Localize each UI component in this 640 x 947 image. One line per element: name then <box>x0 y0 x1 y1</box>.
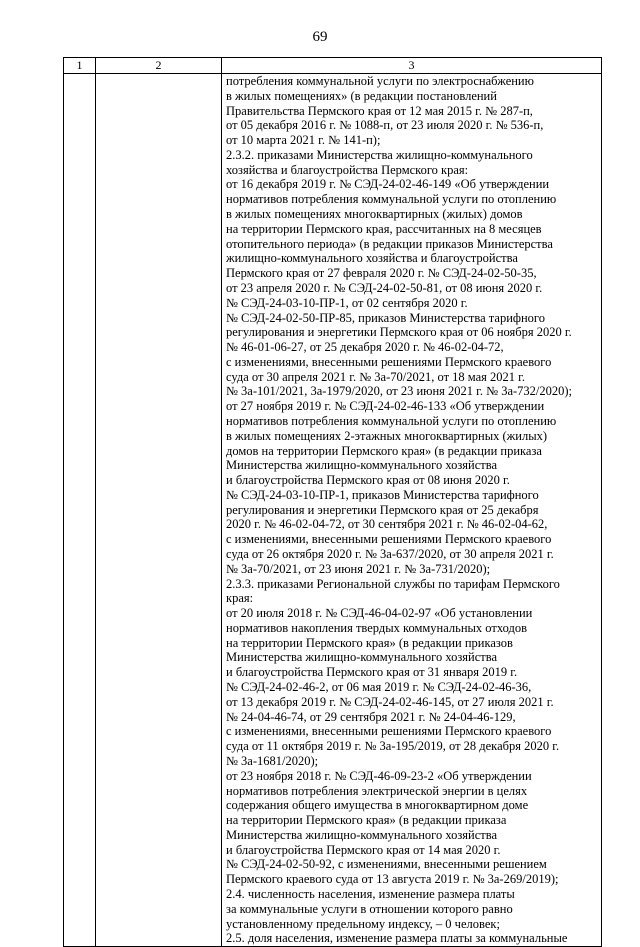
text-line: нормативов потребления коммунальной услуги по отоплению <box>226 413 557 428</box>
text-line: № 3а-1681/2020); <box>226 753 319 768</box>
table-header-row <box>64 58 602 74</box>
text-line: 2.4. численность населения, изменение размера платы <box>226 886 515 901</box>
text-line: потребления коммунальной услуги по электроснабжению <box>226 74 534 88</box>
text-line: 2020 г. № 46-02-04-72, от 30 сентября 2021 г. № 46-02-04-62, <box>226 517 548 532</box>
text-line: установленному предельному индексу, – 0 человек; <box>226 916 500 931</box>
text-line: регулирования и энергетики Пермского края от 25 декабря <box>226 502 539 517</box>
text-line: от 13 декабря 2019 г. № СЭД-24-02-46-145, от 27 июля 2021 г. <box>226 694 554 709</box>
text-line: Пермского края от 27 февраля 2020 г. № СЭД-24-02-50-35, <box>226 266 537 281</box>
text-line: домов на территории Пермского края» (в редакции приказа <box>226 443 542 458</box>
text-line: на территории Пермского края» (в редакции приказов <box>226 635 513 650</box>
page-number: 69 <box>312 29 328 45</box>
text-line: с изменениями, внесенными решениями Пермского краевого <box>226 532 552 547</box>
text-line: 2.3.2. приказами Министерства жилищно-коммунального <box>226 147 533 162</box>
text-line: за коммунальные услуги в отношении которого равно <box>226 901 513 916</box>
text-line: на территории Пермского края, рассчитанных на 8 месяцев <box>226 221 542 236</box>
text-line: края: <box>226 591 254 606</box>
text-line: и благоустройства Пермского края от 08 июня 2020 г. <box>226 473 510 488</box>
text-line: нормативов накопления твердых коммунальных отходов <box>226 620 528 635</box>
text-line: суда от 26 октября 2020 г. № 3а-637/2020, от 30 апреля 2021 г. <box>226 547 554 561</box>
column-header-2: 2 <box>96 58 222 74</box>
text-line: № СЭД-24-02-50-92, с изменениями, внесенными решением <box>226 857 547 872</box>
text-line: № 3а-70/2021, от 23 июня 2021 г. № 3а-731/2020); <box>226 561 491 576</box>
text-line: отопительного периода» (в редакции приказов Министерства <box>226 236 553 251</box>
text-line: и благоустройства Пермского края от 14 мая 2020 г. <box>226 842 501 857</box>
text-line: Министерства жилищно-коммунального хозяйства <box>226 650 498 665</box>
text-line: № СЭД-24-02-46-2, от 06 мая 2019 г. № СЭД-24-02-46-36, <box>226 680 532 695</box>
text-line: с изменениями, внесенными решениями Пермского краевого <box>226 724 552 739</box>
text-line: от 10 марта 2021 г. № 141-п); <box>226 133 381 148</box>
text-line: № 46-01-06-27, от 25 декабря 2020 г. № 46-02-04-72, <box>226 340 504 355</box>
text-line: Пермского краевого суда от 13 августа 2019 г. № 3а-269/2019); <box>226 872 559 887</box>
text-line: от 20 июля 2018 г. № СЭД-46-04-02-97 «Об установлении <box>226 606 533 621</box>
table-cell-col2 <box>96 74 222 947</box>
text-line: Министерства жилищно-коммунального хозяйства <box>226 827 498 842</box>
text-line: на территории Пермского края» (в редакции приказа <box>226 813 507 828</box>
text-line: № СЭД-24-03-10-ПР-1, от 02 сентября 2020 г. <box>226 295 468 310</box>
text-line: 2.5. доля населения, изменение размера платы за коммунальные <box>226 931 568 946</box>
table-row <box>64 74 602 947</box>
text-line: от 23 апреля 2020 г. № СЭД-24-02-50-81, от 08 июня 2020 г. <box>226 280 543 295</box>
text-line: нормативов потребления электрической энергии в целях <box>226 783 528 798</box>
text-line: № 3а-101/2021, 3а-1979/2020, от 23 июня 2021 г. № 3а-732/2020); <box>226 384 573 399</box>
text-line: от 05 декабря 2016 г. № 1088-п, от 23 июля 2020 г. № 536-п, <box>226 118 544 133</box>
text-line: содержания общего имущества в многоквартирном доме <box>226 798 529 813</box>
column-header-1: 1 <box>64 58 96 74</box>
text-line: в жилых помещениях» (в редакции постановлений <box>226 88 497 103</box>
column-header-3: 3 <box>222 58 602 74</box>
table-cell-col1 <box>64 74 96 947</box>
text-line: № СЭД-24-02-50-ПР-85, приказов Министерства тарифного <box>226 310 545 325</box>
document-table <box>63 57 602 947</box>
text-line: от 23 ноября 2018 г. № СЭД-46-09-23-2 «Об утверждении <box>226 768 532 783</box>
text-line: нормативов потребления коммунальной услуги по отоплению <box>226 192 557 207</box>
text-line: в жилых помещениях многоквартирных (жилых) домов <box>226 207 523 222</box>
text-line: суда от 11 октября 2019 г. № 3а-195/2019, от 28 декабря 2020 г. <box>226 739 560 754</box>
text-line: с изменениями, внесенными решениями Пермского краевого <box>226 354 552 369</box>
text-line: жилищно-коммунального хозяйства и благоустройства <box>226 251 518 266</box>
text-line: и благоустройства Пермского края от 31 января 2019 г. <box>226 665 518 680</box>
text-line: Министерства жилищно-коммунального хозяйства <box>226 458 498 473</box>
text-line: 2.3.3. приказами Региональной службы по тарифам Пермского <box>226 576 560 591</box>
text-line: № СЭД-24-03-10-ПР-1, приказов Министерства тарифного <box>226 487 539 502</box>
text-line: от 16 декабря 2019 г. № СЭД-24-02-46-149 «Об утверждении <box>226 177 550 192</box>
table-cell-col3 <box>222 74 602 947</box>
text-line: регулирования и энергетики Пермского края от 06 ноября 2020 г. <box>226 325 572 340</box>
text-line: № 24-04-46-74, от 29 сентября 2021 г. № 24-04-46-129, <box>226 709 516 724</box>
text-line: хозяйства и благоустройства Пермского края: <box>226 162 469 177</box>
text-line: в жилых помещениях 2-этажных многоквартирных (жилых) <box>226 428 548 443</box>
text-line: от 27 ноября 2019 г. № СЭД-24-02-46-133 «Об утверждении <box>226 399 545 414</box>
text-line: Правительства Пермского края от 12 мая 2015 г. № 287-п, <box>226 103 533 118</box>
text-line: суда от 30 апреля 2021 г. № 3а-70/2021, от 18 мая 2021 г. <box>226 369 525 384</box>
